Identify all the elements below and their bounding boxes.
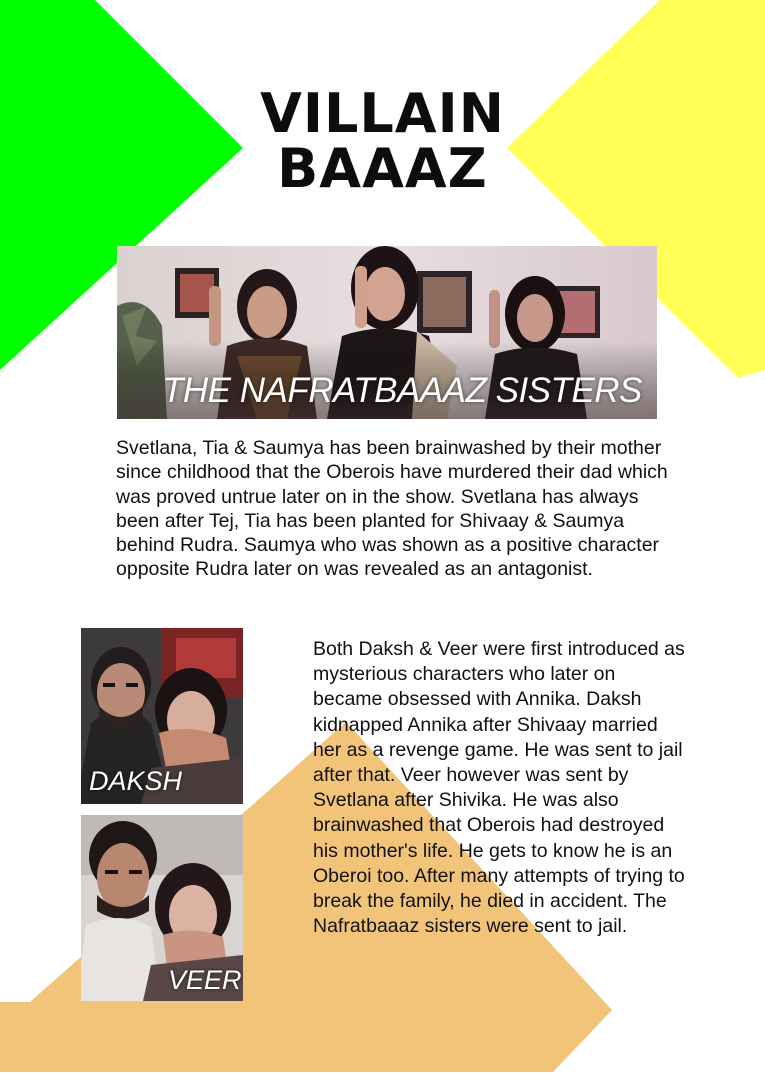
sisters-banner-image xyxy=(117,246,657,419)
daksh-veer-description: Both Daksh & Veer were first introduced as mysterious characters who later on became obsessed with Annika. Daksh kidnapped Annika after Shivaay married her as a revenge game. He was sent to jail after that. Veer however was sent by Svetlana after Shivika. He was also brainwashed that Oberois had destroyed his mother's life. He gets to know he is an Oberoi too. After many attempts of trying to break the family, he died in accident. The Nafratbaaaz sisters were sent to jail. xyxy=(313,638,685,938)
daksh-photo xyxy=(81,628,243,804)
veer-photo xyxy=(81,815,243,1001)
veer-caption: VEER xyxy=(168,965,242,995)
daksh-caption: DAKSH xyxy=(89,766,183,796)
page-title xyxy=(0,82,765,200)
title-line-2: BAAAZ xyxy=(277,137,488,200)
banner-caption: THE NAFRATBAAAZ SISTERS xyxy=(162,371,642,410)
sisters-description: Svetlana, Tia & Saumya has been brainwashed by their mother since childhood that the Oberois have murdered their dad which was proved untrue later on in the show. Svetlana has always been after Tej, Tia has been planted for Shivaay & Saumya behind Rudra. Saumya who was shown as a positive character opposite Rudra later on was revealed as an antagonist. xyxy=(116,437,668,581)
title-line-1: VILLAIN xyxy=(260,82,505,145)
